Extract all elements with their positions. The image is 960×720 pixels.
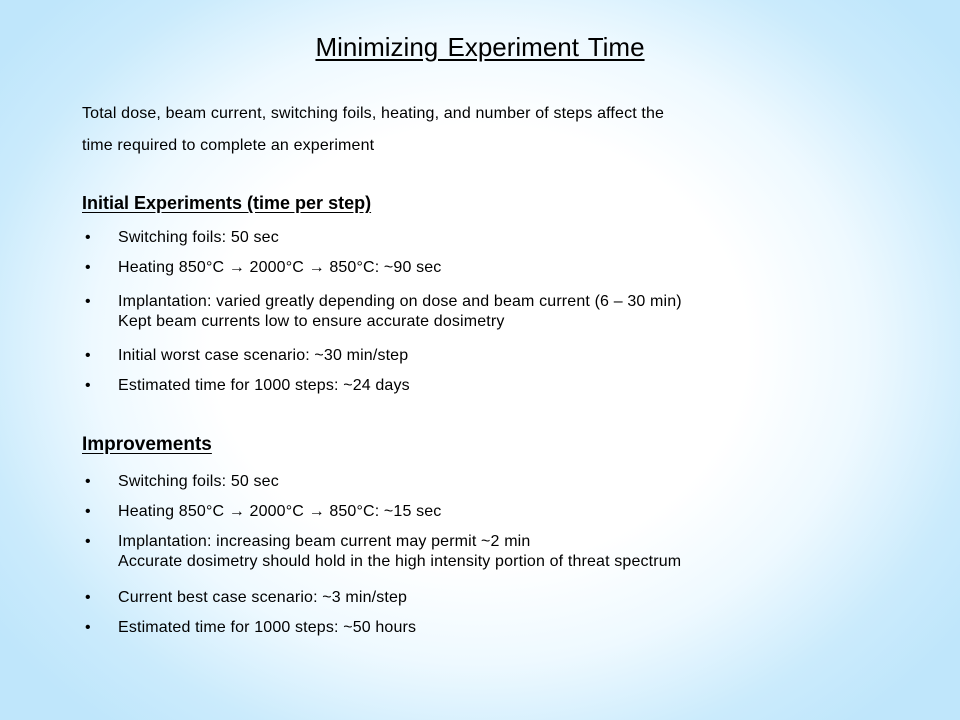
list-item-line: Kept beam currents low to ensure accurate dosimetry — [118, 313, 505, 330]
list-item-line: Accurate dosimetry should hold in the high intensity portion of threat spectrum — [118, 553, 682, 570]
intro-paragraph — [82, 104, 882, 168]
list-item-text — [118, 292, 898, 332]
list-item-line: Current best case scenario: ~3 min/step — [118, 589, 408, 606]
list-item-text — [118, 618, 898, 638]
bullet-icon: • — [85, 503, 91, 520]
list-item-line: Estimated time for 1000 steps: ~24 days — [118, 377, 410, 394]
initial-experiments-heading: Initial Experiments (time per step) — [82, 193, 372, 213]
list-item-text — [118, 228, 898, 248]
list-item-line: Switching foils: 50 sec — [118, 473, 279, 490]
list-item-line: Switching foils: 50 sec — [118, 229, 279, 246]
list-item-line: Heating 850°C → 2000°C → 850°C: ~15 sec — [118, 503, 442, 520]
list-item-text — [118, 346, 898, 366]
list-item-text — [118, 258, 898, 278]
list-item-line: Initial worst case scenario: ~30 min/step — [118, 347, 409, 364]
bullet-icon: • — [85, 533, 91, 550]
bullet-icon: • — [85, 619, 91, 636]
intro-line: Total dose, beam current, switching foils, heating, and number of steps affect the — [82, 105, 665, 122]
list-item-text — [118, 588, 898, 608]
list-item-line: Implantation: increasing beam current may permit ~2 min — [118, 533, 531, 550]
list-item-text — [118, 532, 898, 572]
bullet-icon: • — [85, 347, 91, 364]
list-item-line: Heating 850°C → 2000°C → 850°C: ~90 sec — [118, 259, 442, 276]
bullet-icon: • — [85, 293, 91, 310]
slide-title: Minimizing Experiment Time — [315, 32, 645, 62]
bullet-icon: • — [85, 259, 91, 276]
bullet-icon: • — [85, 229, 91, 246]
bullet-icon: • — [85, 377, 91, 394]
improvements-heading: Improvements — [82, 434, 212, 455]
list-item-text — [118, 376, 898, 396]
bullet-icon: • — [85, 473, 91, 490]
list-item-text — [118, 472, 898, 492]
bullet-icon: • — [85, 589, 91, 606]
list-item-line: Implantation: varied greatly depending on dose and beam current (6 – 30 min) — [118, 293, 682, 310]
list-item-text — [118, 502, 898, 522]
intro-line: time required to complete an experiment — [82, 137, 375, 154]
list-item-line: Estimated time for 1000 steps: ~50 hours — [118, 619, 417, 636]
